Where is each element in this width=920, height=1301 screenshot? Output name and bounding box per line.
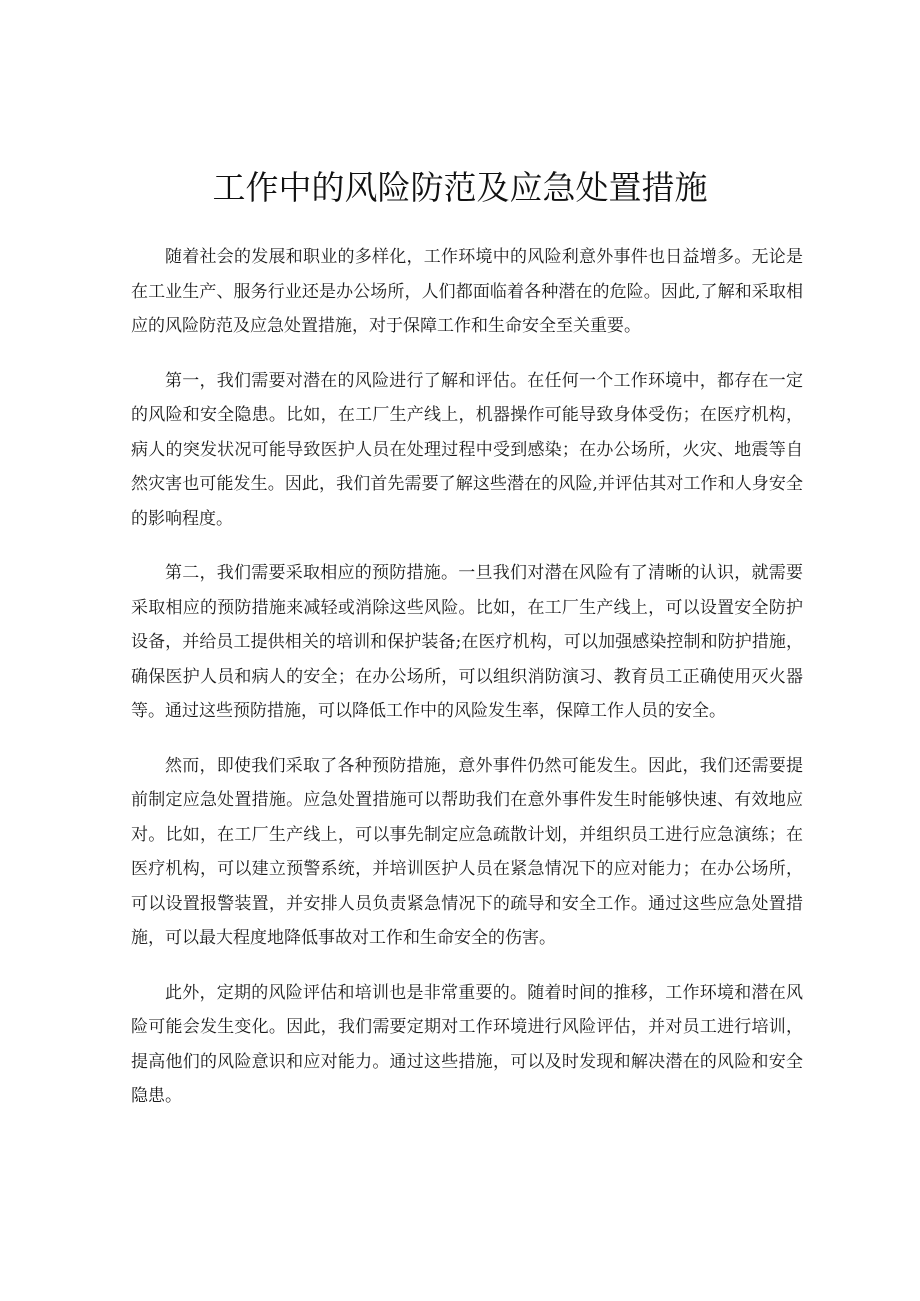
paragraph-training: 此外，定期的风险评估和培训也是非常重要的。随着时间的推移，工作环境和潜在风险可能会发生变化。因此，我们需要定期对工作环境进行风险评估，并对员工进行培训，提高他们的风险意识和应对能力。通过这些措施，可以及时发现和解决潜在的风险和安全隐患。 (131, 982, 803, 1106)
paragraph-prevention: 第二，我们需要采取相应的预防措施。一旦我们对潜在风险有了清晰的认识，就需要采取相应的预防措施来减轻或消除这些风险。比如，在工厂生产线上，可以设置安全防护设备，并给员工提供相关的培训和保护装备;在医疗机构，可以加强感染控制和防护措施，确保医护人员和病人的安全；在办公场所，可以组织消防演习、教育员工正确使用灭火器等。通过这些预防措施，可以降低工作中的风险发生率，保障工作人员的安全。 (131, 563, 803, 721)
paragraph-intro: 随着社会的发展和职业的多样化，工作环境中的风险利意外事件也日益增多。无论是在工业生产、服务行业还是办公场所，人们都面临着各种潜在的危险。因此,了解和采取相应的风险防范及应急处置措施，对于保障工作和生命安全至关重要。 (131, 247, 803, 336)
paragraph-emergency-response: 然而，即使我们采取了各种预防措施，意外事件仍然可能发生。因此，我们还需要提前制定应急处置措施。应急处置措施可以帮助我们在意外事件发生时能够快速、有效地应对。比如，在工厂生产线上，可以事先制定应急疏散计划，并组织员工进行应急演练；在医疗机构，可以建立预警系统，并培训医护人员在紧急情况下的应对能力；在办公场所，可以设置报警装置，并安排人员负责紧急情况下的疏导和安全工作。通过这些应急处置措施，可以最大程度地降低事故对工作和生命安全的伤害。 (131, 755, 803, 948)
document-title: 工作中的风险防范及应急处置措施 (212, 168, 708, 207)
paragraph-risk-assessment: 第一，我们需要对潜在的风险进行了解和评估。在任何一个工作环境中，都存在一定的风险和安全隐患。比如，在工厂生产线上，机器操作可能导致身体受伤；在医疗机构，病人的突发状况可能导致医护人员在处理过程中受到感染；在办公场所，火灾、地震等自然灾害也可能发生。因此，我们首先需要了解这些潜在的风险,并评估其对工作和人身安全的影响程度。 (131, 370, 803, 529)
document-body (131, 240, 803, 1134)
